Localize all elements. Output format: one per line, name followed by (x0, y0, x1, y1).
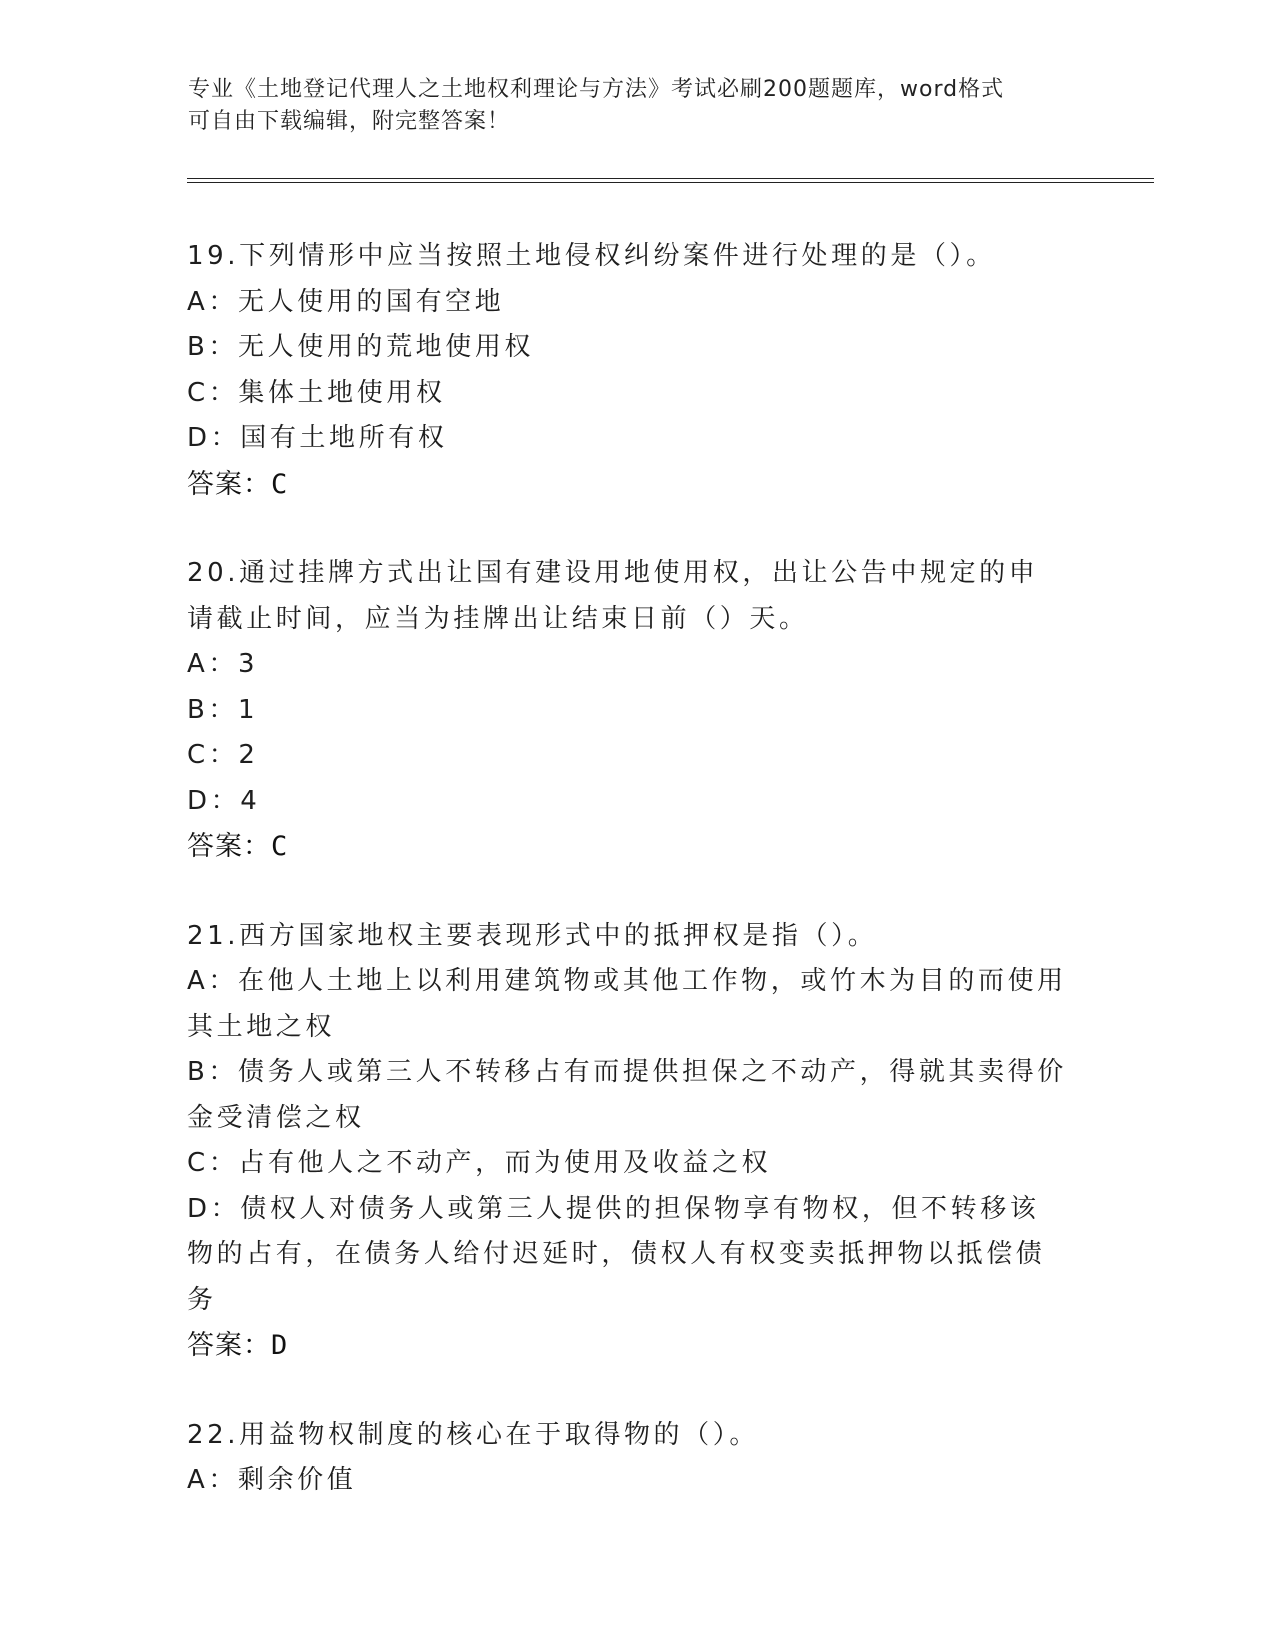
answer-label: 答案： (187, 831, 271, 862)
option-a: A：在他人土地上以利用建筑物或其他工作物，或竹木为目的而使用其土地之权 (187, 966, 1067, 1042)
question-22 (187, 1413, 1067, 1504)
option-d: D：债权人对债务人或第三人提供的担保物享有物权，但不转移该物的占有，在债务人给付迟延时，债权人有权变卖抵押物以抵偿债务 (187, 1193, 1046, 1315)
answer-label: 答案： (187, 1330, 271, 1361)
option-c: C：占有他人之不动产，而为使用及收益之权 (187, 1148, 772, 1178)
answer-line (187, 462, 1067, 508)
header-double-rule (187, 178, 1154, 183)
option-a: A：剩余价值 (187, 1465, 357, 1495)
option-d: D：4 (187, 785, 261, 816)
question-stem: 20.通过挂牌方式出让国有建设用地使用权，出让公告中规定的申请截止时间，应当为挂牌出让结束日前（）天。 (187, 558, 1039, 634)
header-line-1: 专业《土地登记代理人之土地权利理论与方法》考试必刷200题题库，word格式 (188, 77, 1005, 102)
question-19 (187, 234, 1067, 507)
answer-value: C (271, 831, 289, 862)
answer-line (187, 1323, 1067, 1369)
option-b: B：无人使用的荒地使用权 (187, 332, 535, 362)
option-d: D：国有土地所有权 (187, 423, 448, 453)
question-20 (187, 551, 1067, 870)
option-a: A：3 (187, 649, 259, 679)
option-a: A：无人使用的国有空地 (187, 286, 505, 317)
header-line-2: 可自由下载编辑，附完整答案！ (188, 109, 511, 134)
answer-label: 答案： (187, 468, 271, 500)
option-b: B：债务人或第三人不转移占有而提供担保之不动产，得就其卖得价金受清偿之权 (187, 1057, 1067, 1133)
answer-value: D (271, 1330, 289, 1361)
question-stem: 19.下列情形中应当按照土地侵权纠纷案件进行处理的是（）。 (187, 241, 996, 271)
question-list (187, 234, 1067, 1548)
question-stem: 22.用益物权制度的核心在于取得物的（）。 (187, 1419, 759, 1450)
question-stem: 21.西方国家地权主要表现形式中的抵押权是指（）。 (187, 920, 878, 951)
question-21 (187, 914, 1067, 1369)
option-b: B：1 (187, 694, 259, 725)
option-c: C：2 (187, 740, 259, 770)
document-header (188, 74, 1078, 138)
answer-line (187, 824, 1067, 870)
option-c: C：集体土地使用权 (187, 377, 446, 408)
answer-value: C (271, 468, 289, 500)
